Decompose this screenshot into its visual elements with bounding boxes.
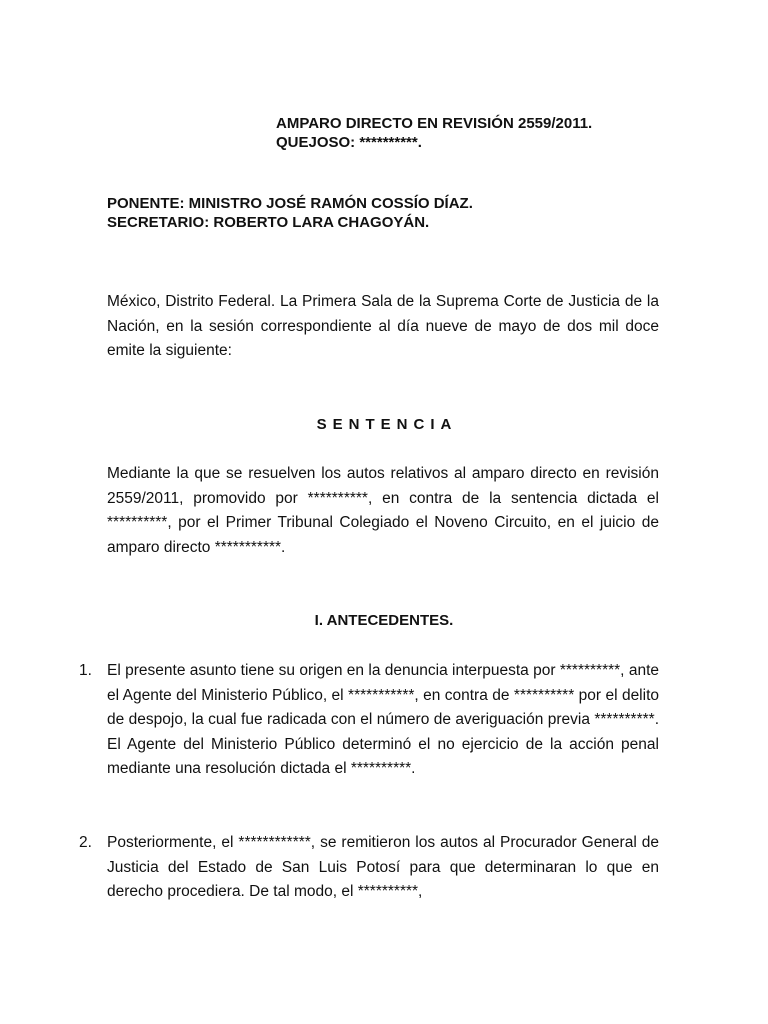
- sentencia-title: SENTENCIA: [316, 416, 458, 433]
- antecedente-text: El presente asunto tiene su origen en la denuncia interpuesta por **********, ante el Agente del Ministerio Público, el ***********, en contra de ********** por el delito de despojo, la cual fue radicada con el número de averiguación previa **********. El Agente del Ministerio Público determinó el no ejercicio de la acción penal mediante una resolución dictada el **********.: [107, 662, 659, 777]
- mediante-paragraph: Mediante la que se resuelven los autos relativos al amparo directo en revisión 2559/2011, promovido por **********, en contra de la sentencia dictada el **********, por el Primer Tribunal Colegiado el Noveno Circuito, en el juicio de amparo directo ***********.: [107, 465, 659, 556]
- antecedente-number: 2.: [79, 834, 92, 851]
- antecedente-text: Posteriormente, el ************, se remitieron los autos al Procurador General de Justicia del Estado de San Luis Potosí para que determinaran lo que en derecho procediera. De tal modo, el **********,: [107, 834, 659, 900]
- intro-paragraph: México, Distrito Federal. La Primera Sala de la Suprema Corte de Justicia de la Nación, en la sesión correspondiente al día nueve de mayo de dos mil doce emite la siguiente:: [107, 293, 659, 359]
- quejoso-line: QUEJOSO: **********.: [276, 134, 422, 151]
- secretario-line: SECRETARIO: ROBERTO LARA CHAGOYÁN.: [107, 214, 430, 231]
- antecedentes-title: I. ANTECEDENTES.: [314, 612, 454, 629]
- case-header: [276, 114, 592, 152]
- case-number-line: AMPARO DIRECTO EN REVISIÓN 2559/2011.: [276, 115, 593, 132]
- antecedente-number: 1.: [79, 662, 92, 679]
- ponente-line: PONENTE: MINISTRO JOSÉ RAMÓN COSSÍO DÍAZ.: [107, 195, 473, 212]
- ponente-header: [107, 194, 473, 232]
